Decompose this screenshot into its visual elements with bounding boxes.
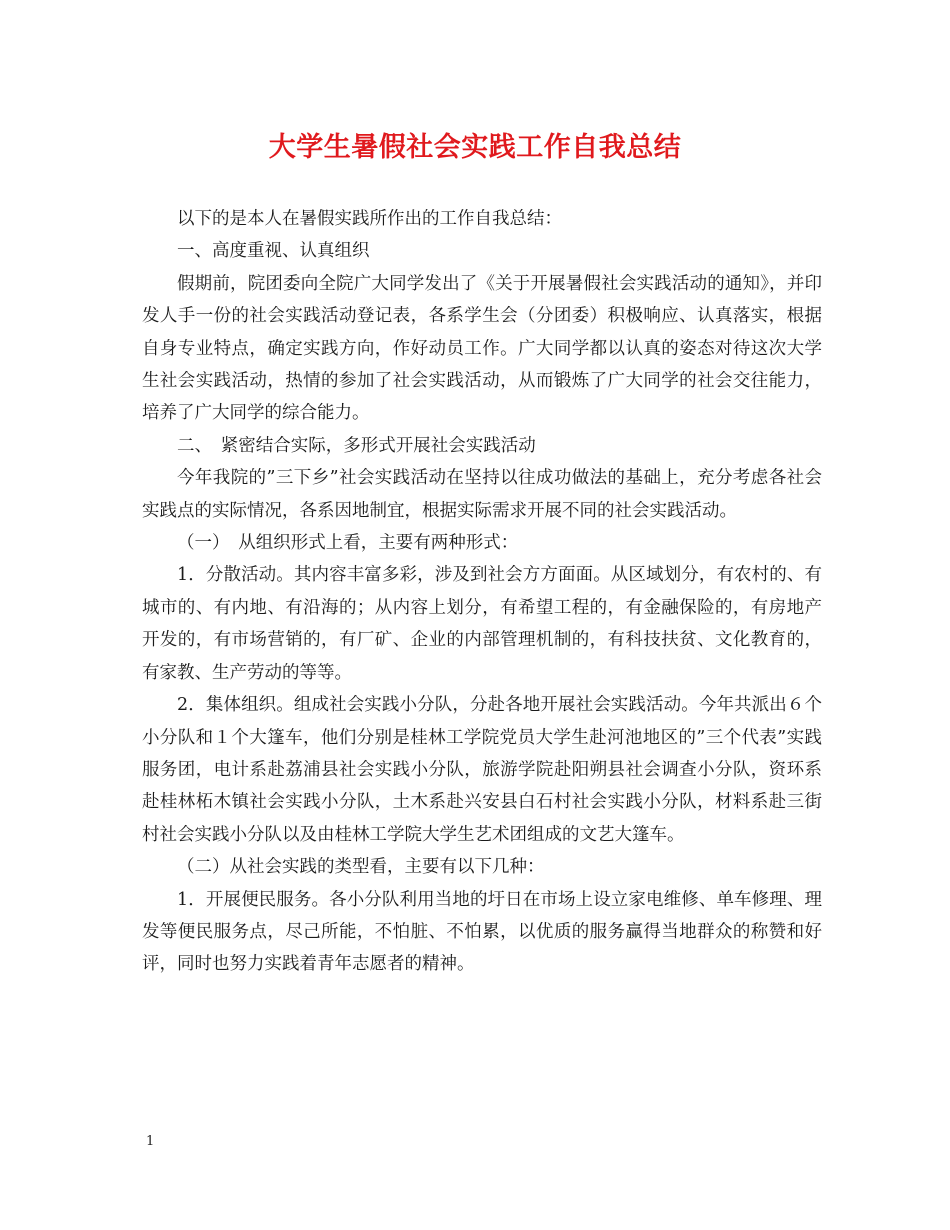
document-title: 大学生暑假社会实践工作自我总结 (268, 132, 682, 163)
document-body (142, 203, 822, 981)
subheading-practice-types: （二）从社会实践的类型看，主要有以下几种： (177, 857, 545, 878)
subheading-organization-form: （一） 从组织形式上看，主要有两种形式： (177, 533, 519, 554)
paragraph-intro: 以下的是本人在暑假实践所作出的工作自我总结： (177, 209, 562, 229)
paragraph-convenience-services: 1．开展便民服务。各小分队利用当地的圩日在市场上设立家电维修、单车修理、理发等便民服务点，尽己所能，不怕脏、不怕累，以优质的服务赢得当地群众的称赞和好评，同时也努力实践着青年志愿者的精神。 (142, 889, 822, 975)
paragraph-section-1: 假期前，院团委向全院广大同学发出了《关于开展暑假社会实践活动的通知》，并印发人手一份的社会实践活动登记表，各系学生会（分团委）积极响应、认真落实，根据自身专业特点，确定实践方向，作好动员工作。广大同学都以认真的姿态对待这次大学生社会实践活动，热情的参加了社会实践活动，从而锻炼了广大同学的社会交往能力，培养了广大同学的综合能力。 (142, 273, 822, 424)
paragraph-section-2: 今年我院的”三下乡”社会实践活动在坚持以往成功做法的基础上，充分考虑各社会实践点的实际情况，各系因地制宜，根据实际需求开展不同的社会实践活动。 (142, 468, 822, 521)
paragraph-collective-organization: 2．集体组织。组成社会实践小分队，分赴各地开展社会实践活动。今年共派出６个小分队和１个大篷车，他们分别是桂林工学院党员大学生赴河池地区的”三个代表”实践服务团，电计系赴荔浦县社会实践小分队，旅游学院赴阳朔县社会调查小分队，资环系赴桂林柘木镇社会实践小分队，土木系赴兴安县白石村社会实践小分队，材料系赴三街村社会实践小分队以及由桂林工学院大学生艺术团组成的文艺大篷车。 (142, 695, 822, 845)
heading-section-1: 一、高度重视、认真组织 (177, 241, 370, 262)
paragraph-scattered-activities: 1．分散活动。其内容丰富多彩，涉及到社会方方面面。从区域划分，有农村的、有城市的、有内地、有沿海的；从内容上划分，有希望工程的，有金融保险的，有房地产开发的，有市场营销的，有厂矿、企业的内部管理机制的，有科技扶贫、文化教育的，有家教、生产劳动的等等。 (142, 565, 822, 683)
page-number: 1 (146, 1134, 155, 1149)
heading-section-2: 二、 紧密结合实际，多形式开展社会实践活动 (177, 435, 536, 456)
